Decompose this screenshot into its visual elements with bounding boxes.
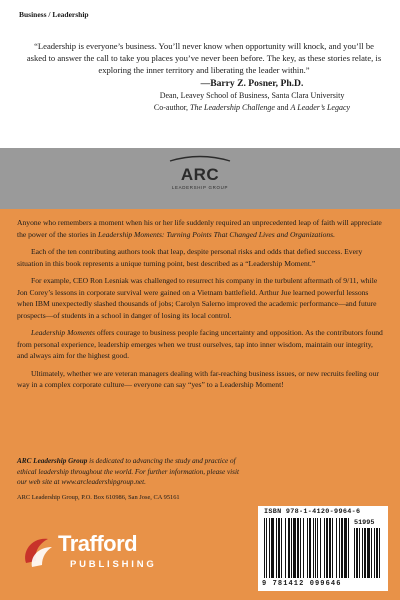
arc-address: ARC Leadership Group, P.O. Box 610986, San Jose, CA 95161 [17, 494, 180, 501]
arc-logo [150, 154, 250, 190]
publisher-sub: PUBLISHING [70, 559, 157, 570]
barcode-main-icon [264, 518, 349, 578]
book-description [17, 217, 385, 397]
endorser-name: —Barry Z. Posner, Ph.D. [200, 78, 304, 89]
description-paragraph-4 [17, 327, 385, 362]
arc-group-note [17, 456, 239, 488]
description-section [0, 209, 400, 600]
trafford-swirl-icon [20, 533, 58, 571]
coauthor-and: and [274, 103, 291, 112]
logo-band [0, 148, 400, 209]
coauthor-prefix: Co-author, [153, 103, 191, 112]
publisher-name: Trafford [58, 531, 138, 556]
description-paragraph-3: For example, CEO Ron Lesniak was challenged to resurrect his company in the turbulent aftermath of 9/11, while Jon Corey’s lessons in corporate survival were gained on a Vietnam battlefield. Arthur Jue learned powerful lessons when IBM unexpectedly slashed thousands of jobs; Carolyn Salerno improved the academic performance—and future prospects—of students in a school in danger of losing its local control. [17, 276, 378, 320]
arc-group-text: is dedicated to advancing the study and practice of ethical leadership throughout the world. For further information, please visit our web site at www.arcleadershipgroup.net. [17, 457, 239, 487]
description-paragraph-5: Ultimately, whether we are veteran managers dealing with far-reaching business issues, or new recruits feeling our way in a complex corporate culture— everyone can say “yes” to a Leadership Moment! [17, 368, 379, 389]
category-label: Business / Leadership [19, 10, 89, 19]
book-title: Leadership Moments: Turning Points That Changed Lives and Organizations. [97, 229, 336, 239]
isbn-number: ISBN 978-1-4120-9964-6 [264, 508, 361, 516]
price-addon: 51995 [354, 519, 375, 527]
isbn-barcode [258, 506, 388, 591]
description-paragraph-2: Each of the ten contributing authors took that leap, despite personal risks and odds that defied success. Every situation in this book represents a unique turning point, best described as a “Leadership Moment.” [17, 247, 363, 268]
paragraph-text: Anyone who remembers a moment when his or her life suddenly required an unprecedented leap of faith will appreciate the power of the stories in [17, 218, 382, 239]
book-title: Leadership Moments [31, 328, 95, 337]
endorsement-quote: “Leadership is everyone’s business. You’ll never know when opportunity will knock, and you’ll be asked to answer the call to take you places you’ve never been before. The key, as these stories relate, is exploring the inner territory and liberating the leader within.” [26, 41, 382, 75]
arc-swoosh-icon [168, 154, 232, 162]
endorsement-section [0, 0, 400, 148]
endorsement-attribution [132, 78, 372, 114]
book-title-1: The Leadership Challenge [190, 103, 275, 112]
endorser-title: Dean, Leavey School of Business, Santa Clara University [159, 91, 345, 100]
ean-number: 9 781412 099646 [262, 580, 342, 588]
arc-group-name: ARC Leadership Group [17, 457, 88, 465]
trafford-logo [20, 527, 160, 583]
endorser-coauthor [132, 102, 372, 114]
barcode-addon-icon [354, 528, 384, 578]
logo-subtitle: LEADERSHIP GROUP [171, 185, 229, 190]
description-paragraph-1 [17, 217, 385, 240]
logo-text: ARC [180, 165, 220, 184]
paragraph-text: offers courage to business people facing uncertainty and opposition. As the contributors found from personal experience, leadership emerges when we trust ourselves, tap into inner wisdom, maintain our integrity, and always aim for the highest good. [17, 328, 383, 360]
book-title-2: A Leader’s Legacy [290, 103, 351, 112]
